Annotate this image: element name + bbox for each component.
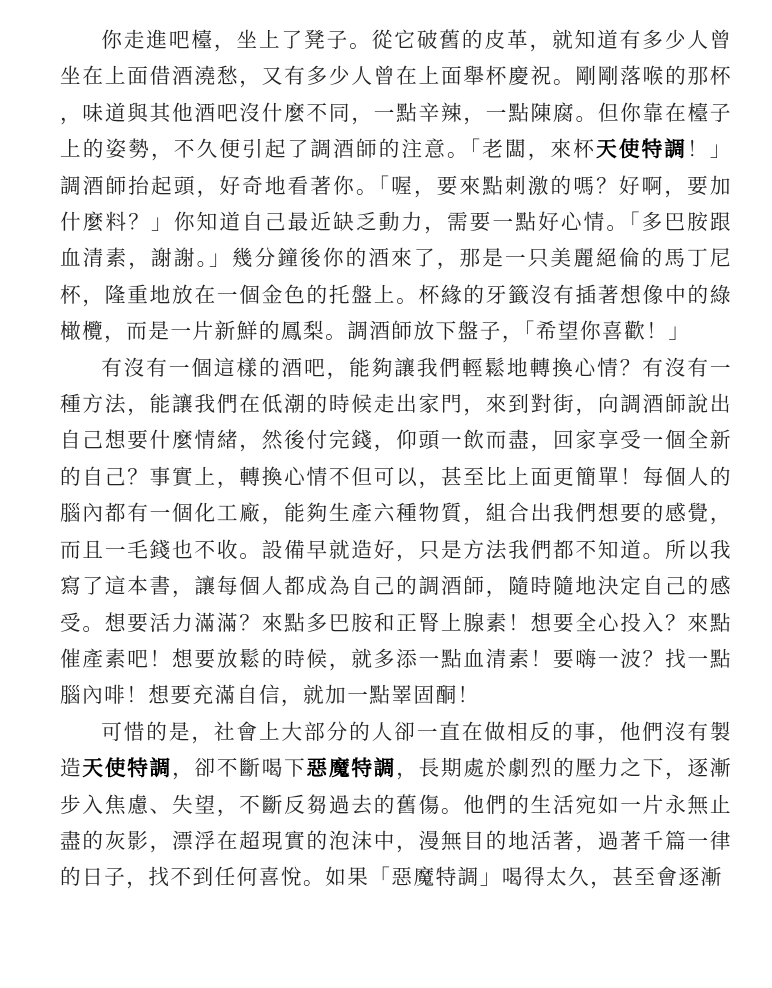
paragraph-2 [60, 350, 732, 714]
paragraph-text: 你走進吧檯，坐上了凳子。從它破舊的皮革，就知道有多少人曾坐在上面借酒澆愁，又有多少人曾在上面舉杯慶祝。剛剛落喉的那杯，味道與其他酒吧沒什麼不同，一點辛辣，一點陳腐。但你靠在檯子上的姿勢，不久便引起了調酒師的注意。「老闆，來杯 [60, 28, 732, 162]
paragraph-text: 有沒有一個這樣的酒吧，能夠讓我們輕鬆地轉換心情？有沒有一種方法，能讓我們在低潮的時候走出家門，來到對街，向調酒師說出自己想要什麼情緒，然後付完錢，仰頭一飲而盡，回家享受一個全新的自己？事實上，轉換心情不但可以，甚至比上面更簡單！每個人的腦內都有一個化工廠，能夠生產六種物質，組合出我們想要的感覺，而且一毛錢也不收。設備早就造好，只是方法我們都不知道。所以我寫了這本書，讓每個人都成為自己的調酒師，隨時隨地決定自己的感受。想要活力滿滿？來點多巴胺和正腎上腺素！想要全心投入？來點催產素吧！想要放鬆的時候，就多添一點血清素！要嗨一波？找一點腦內啡！想要充滿自信，就加一點睪固酮！ [60, 355, 732, 708]
paragraph-text: ，卻不斷喝下 [172, 756, 307, 781]
document-page [60, 22, 732, 896]
bold-phrase-angel-cocktail: 天使特調 [82, 756, 173, 781]
paragraph-3 [60, 714, 732, 896]
paragraph-text: ！」調酒師抬起頭，好奇地看著你。「喔，要來點刺激的嗎？好啊，要加什麼料？」你知道自己最近缺乏動力，需要一點好心情。「多巴胺跟血清素，謝謝。」幾分鐘後你的酒來了，那是一只美麗絕倫的馬丁尼杯，隆重地放在一個金色的托盤上。杯緣的牙籤沒有插著想像中的綠橄欖，而是一片新鮮的鳳梨。調酒師放下盤子，「希望你喜歡！」 [60, 137, 732, 344]
paragraph-text: 可惜的是，社會上大部分的人卻一直在做相反的事，他們沒有製造 [60, 719, 732, 781]
bold-phrase-angel-cocktail: 天使特調 [596, 137, 688, 162]
paragraph-text: ，長期處於劇烈的壓力之下，逐漸步入焦慮、失望，不斷反芻過去的舊傷。他們的生活宛如一片永無止盡的灰影，漂浮在超現實的泡沫中，漫無目的地活著，過著千篇一律的日子，找不到任何喜悅。如果「惡魔特調」喝得太久，甚至會逐漸 [60, 756, 733, 890]
bold-phrase-devil-cocktail: 惡魔特調 [306, 756, 397, 781]
paragraph-1 [60, 22, 732, 350]
